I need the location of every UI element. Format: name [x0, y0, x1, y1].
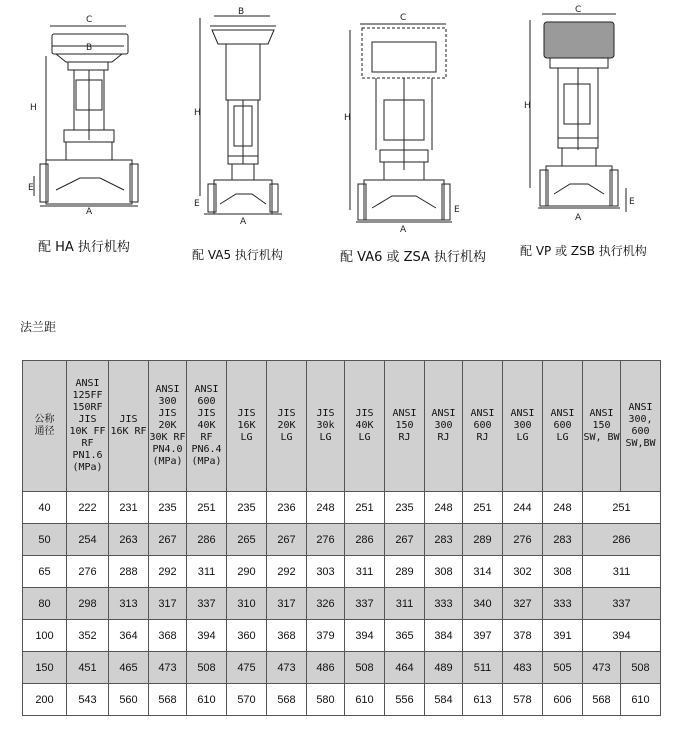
table-cell: 511	[463, 652, 503, 684]
header-cell: ANSI 300 JIS 20K 30K RF PN4.0 (MPa)	[149, 361, 187, 492]
table-cell: 292	[267, 556, 307, 588]
table-cell: 248	[307, 492, 345, 524]
valve-drawing-vp-zsb	[530, 14, 626, 212]
header-cell: JIS 20K LG	[267, 361, 307, 492]
table-cell: 368	[267, 620, 307, 652]
table-cell: 311	[385, 588, 425, 620]
header-cell: ANSI 125FF 150RF JIS 10K FF RF PN1.6 (MPa)	[67, 361, 109, 492]
valve-drawing-va5	[200, 16, 282, 214]
table-cell: 333	[543, 588, 583, 620]
table-cell: 254	[67, 524, 109, 556]
table-cell: 251	[345, 492, 385, 524]
table-cell: 465	[109, 652, 149, 684]
table-cell: 310	[227, 588, 267, 620]
nominal-diameter-cell: 80	[23, 588, 67, 620]
table-cell: 276	[307, 524, 345, 556]
table-cell: 365	[385, 620, 425, 652]
table-cell: 508	[345, 652, 385, 684]
table-cell: 327	[503, 588, 543, 620]
table-cell: 302	[503, 556, 543, 588]
header-cell: ANSI 150 SW, BW	[583, 361, 621, 492]
table-cell: 313	[109, 588, 149, 620]
dim-label-e-4: E	[629, 197, 635, 207]
table-cell: 337	[345, 588, 385, 620]
header-cell: ANSI 300 LG	[503, 361, 543, 492]
table-cell: 292	[149, 556, 187, 588]
table-cell: 568	[583, 684, 621, 716]
caption-ha-actuator: 配 HA 执行机构	[38, 240, 130, 255]
table-cell: 276	[503, 524, 543, 556]
table-cell: 508	[187, 652, 227, 684]
table-cell: 314	[463, 556, 503, 588]
table-cell: 235	[149, 492, 187, 524]
table-cell: 473	[149, 652, 187, 684]
table-header-row	[23, 361, 661, 492]
table-cell: 613	[463, 684, 503, 716]
table-cell: 308	[543, 556, 583, 588]
dim-label-e-1: E	[28, 183, 34, 193]
caption-va5-actuator: 配 VA5 执行机构	[192, 248, 283, 262]
table-cell: 337	[187, 588, 227, 620]
table-cell: 584	[425, 684, 463, 716]
table-row	[23, 684, 661, 716]
header-cell: JIS 40K LG	[345, 361, 385, 492]
nominal-diameter-cell: 100	[23, 620, 67, 652]
table-cell: 308	[425, 556, 463, 588]
dim-label-h-3: H	[344, 113, 351, 123]
nominal-diameter-cell: 200	[23, 684, 67, 716]
dim-label-a-2: A	[240, 217, 247, 227]
table-cell: 267	[385, 524, 425, 556]
header-cell: ANSI 300, 600 SW,BW	[621, 361, 661, 492]
table-row	[23, 492, 661, 524]
table-cell: 283	[543, 524, 583, 556]
table-cell: 267	[267, 524, 307, 556]
table-row	[23, 588, 661, 620]
table-cell: 326	[307, 588, 345, 620]
table-cell: 360	[227, 620, 267, 652]
table-cell: 368	[149, 620, 187, 652]
table-cell: 235	[227, 492, 267, 524]
header-cell: JIS 16K LG	[227, 361, 267, 492]
table-cell: 606	[543, 684, 583, 716]
table-cell: 311	[583, 556, 661, 588]
dim-label-c-4: C	[575, 5, 582, 15]
table-cell: 340	[463, 588, 503, 620]
table-cell: 222	[67, 492, 109, 524]
table-cell: 580	[307, 684, 345, 716]
table-cell: 508	[621, 652, 661, 684]
flange-distance-table	[22, 360, 661, 716]
table-cell: 486	[307, 652, 345, 684]
table-cell: 286	[187, 524, 227, 556]
table-cell: 276	[67, 556, 109, 588]
dim-label-h-2: H	[194, 108, 201, 118]
table-cell: 317	[267, 588, 307, 620]
flange-table-body	[23, 492, 661, 716]
dim-label-a-1: A	[86, 207, 93, 217]
table-cell: 303	[307, 556, 345, 588]
table-cell: 568	[149, 684, 187, 716]
table-cell: 231	[109, 492, 149, 524]
table-cell: 397	[463, 620, 503, 652]
nominal-diameter-cell: 50	[23, 524, 67, 556]
table-cell: 610	[345, 684, 385, 716]
table-cell: 248	[425, 492, 463, 524]
dim-label-b-1: B	[86, 43, 93, 53]
table-cell: 248	[543, 492, 583, 524]
table-cell: 337	[583, 588, 661, 620]
table-cell: 251	[583, 492, 661, 524]
valve-drawing-ha	[34, 26, 138, 206]
header-cell: ANSI 150 RJ	[385, 361, 425, 492]
table-row	[23, 556, 661, 588]
dim-label-b-2: B	[238, 7, 245, 17]
valve-drawing-va6-zsa	[350, 24, 452, 222]
table-cell: 333	[425, 588, 463, 620]
table-cell: 610	[621, 684, 661, 716]
table-cell: 578	[503, 684, 543, 716]
header-cell: JIS 30k LG	[307, 361, 345, 492]
header-cell: ANSI 600 RJ	[463, 361, 503, 492]
table-cell: 489	[425, 652, 463, 684]
table-cell: 289	[463, 524, 503, 556]
table-cell: 244	[503, 492, 543, 524]
valve-drawings	[0, 0, 689, 300]
dim-label-c-3: C	[400, 13, 407, 23]
table-cell: 568	[267, 684, 307, 716]
table-cell: 283	[425, 524, 463, 556]
header-cell: ANSI 600 LG	[543, 361, 583, 492]
dim-label-a-3: A	[400, 225, 407, 235]
table-cell: 265	[227, 524, 267, 556]
table-cell: 560	[109, 684, 149, 716]
table-cell: 352	[67, 620, 109, 652]
table-cell: 378	[503, 620, 543, 652]
table-cell: 505	[543, 652, 583, 684]
table-cell: 236	[267, 492, 307, 524]
table-cell: 267	[149, 524, 187, 556]
table-cell: 364	[109, 620, 149, 652]
nominal-diameter-cell: 65	[23, 556, 67, 588]
table-row	[23, 652, 661, 684]
header-nominal-diameter: 公称 通径	[23, 361, 67, 492]
caption-va6-zsa-actuator: 配 VA6 或 ZSA 执行机构	[340, 250, 487, 265]
table-cell: 286	[345, 524, 385, 556]
nominal-diameter-cell: 40	[23, 492, 67, 524]
nominal-diameter-cell: 150	[23, 652, 67, 684]
table-cell: 556	[385, 684, 425, 716]
dim-label-e-2: E	[194, 199, 200, 209]
table-cell: 464	[385, 652, 425, 684]
table-cell: 289	[385, 556, 425, 588]
dim-label-h-4: H	[524, 101, 531, 111]
table-cell: 394	[187, 620, 227, 652]
table-row	[23, 620, 661, 652]
table-cell: 451	[67, 652, 109, 684]
section-title: 法兰距	[20, 320, 57, 334]
table-cell: 543	[67, 684, 109, 716]
table-cell: 473	[583, 652, 621, 684]
table-row	[23, 524, 661, 556]
table-cell: 298	[67, 588, 109, 620]
dim-label-e-3: E	[454, 205, 460, 215]
header-cell: ANSI 300 RJ	[425, 361, 463, 492]
table-cell: 473	[267, 652, 307, 684]
table-cell: 235	[385, 492, 425, 524]
header-cell: ANSI 600 JIS 40K RF PN6.4 (MPa)	[187, 361, 227, 492]
table-cell: 286	[583, 524, 661, 556]
flange-table-header	[23, 361, 661, 492]
table-cell: 483	[503, 652, 543, 684]
caption-vp-zsb-actuator: 配 VP 或 ZSB 执行机构	[520, 244, 647, 258]
table-cell: 475	[227, 652, 267, 684]
table-cell: 311	[187, 556, 227, 588]
table-cell: 288	[109, 556, 149, 588]
table-cell: 263	[109, 524, 149, 556]
table-cell: 394	[583, 620, 661, 652]
table-cell: 610	[187, 684, 227, 716]
table-cell: 384	[425, 620, 463, 652]
table-cell: 317	[149, 588, 187, 620]
table-cell: 251	[463, 492, 503, 524]
table-cell: 311	[345, 556, 385, 588]
table-cell: 379	[307, 620, 345, 652]
table-cell: 394	[345, 620, 385, 652]
table-cell: 391	[543, 620, 583, 652]
header-cell: JIS 16K RF	[109, 361, 149, 492]
table-cell: 290	[227, 556, 267, 588]
dim-label-a-4: A	[575, 213, 582, 223]
dim-label-h-1: H	[30, 103, 37, 113]
dim-label-c-1: C	[86, 15, 93, 25]
table-cell: 251	[187, 492, 227, 524]
table-cell: 570	[227, 684, 267, 716]
